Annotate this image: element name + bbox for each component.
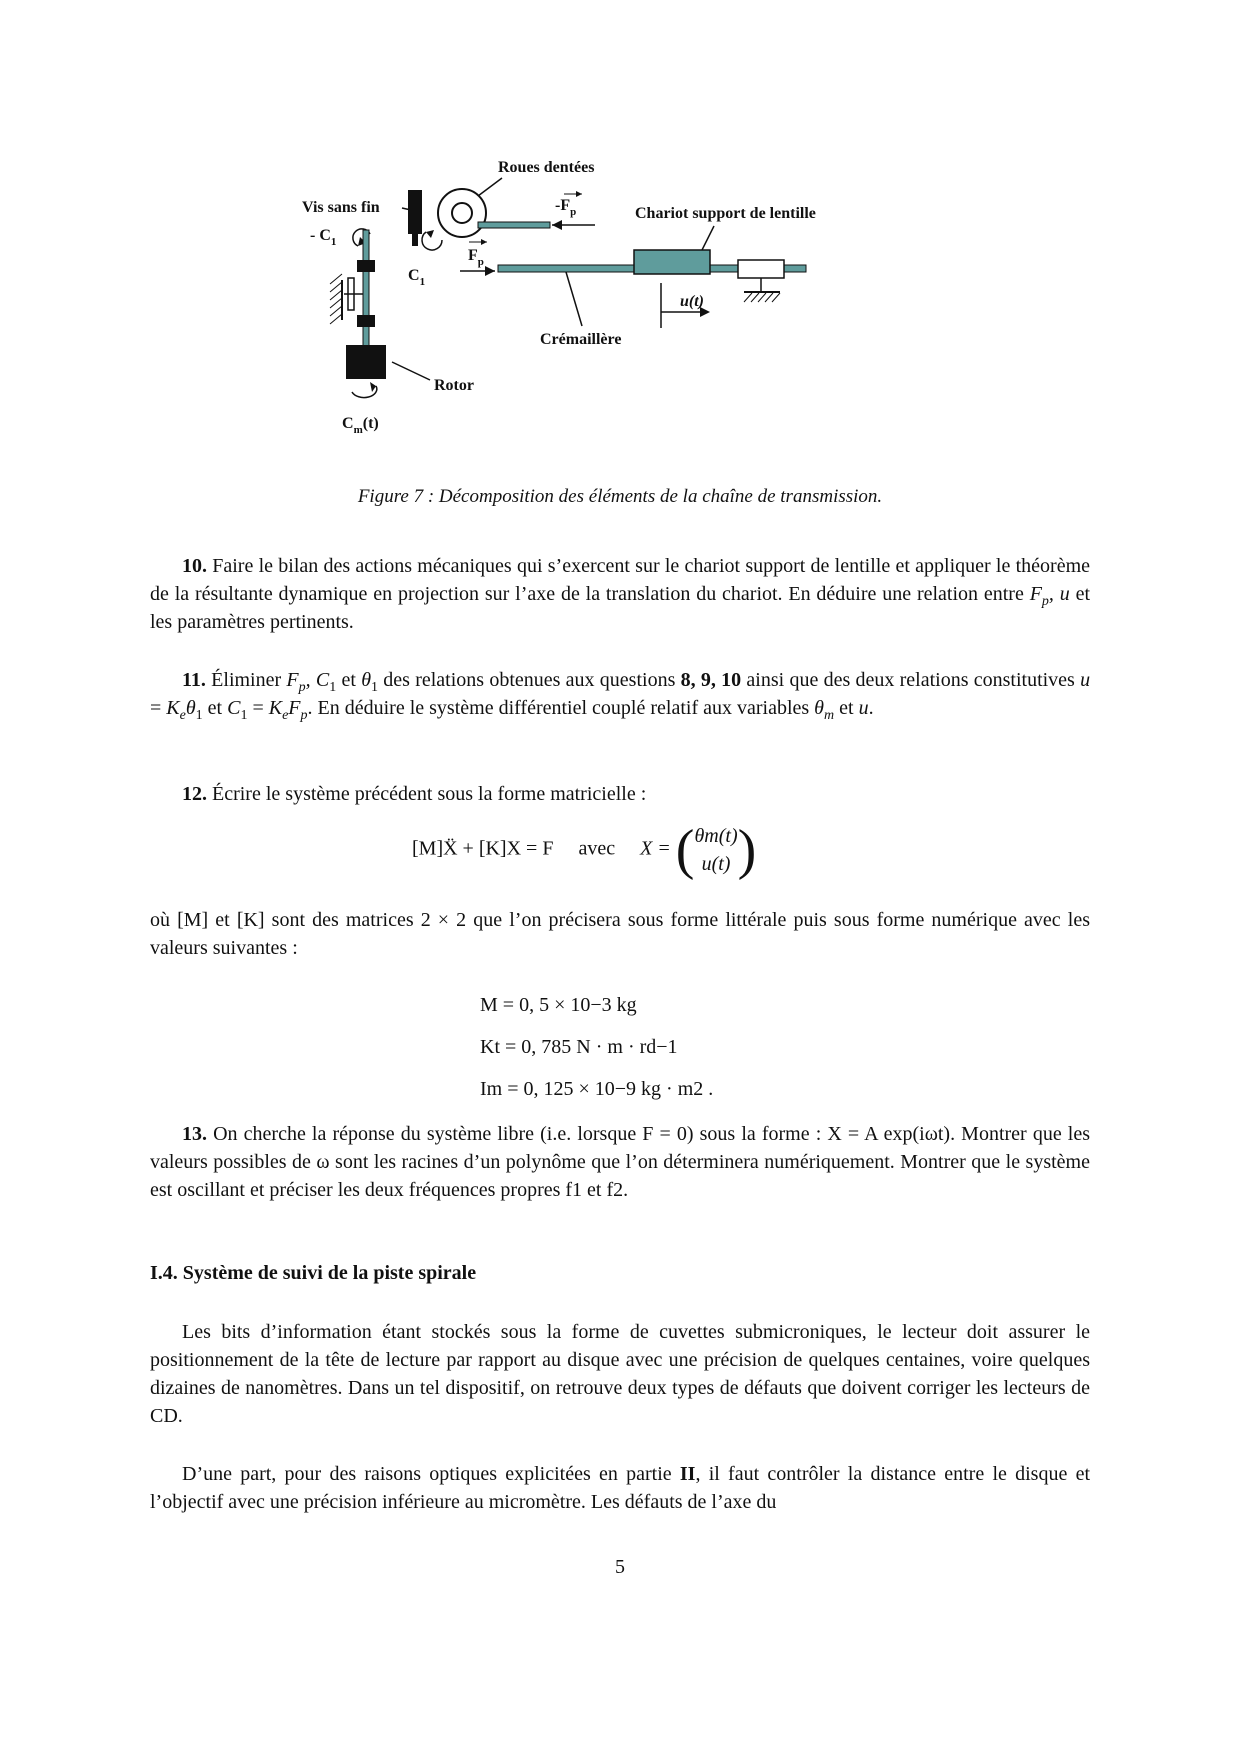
label-minus-fp: $-F_p$ [555, 197, 577, 218]
rotor-block [346, 345, 386, 379]
section-paragraph-2: D’une part, pour des raisons optiques explicitées en partie II, il faut contrôler la distance entre le disque et l’objectif avec une précision inférieure au micromètre. Les défauts de l’axe du [150, 1463, 1091, 1513]
label-c1: $C_1$ [408, 267, 426, 288]
numeric-values [480, 984, 713, 1110]
question-number: 10. [182, 555, 207, 577]
worm-screw [408, 190, 422, 234]
state-vector: θm(t) u(t) [694, 825, 738, 875]
value-kt: Kt = 0, 785 N · m · rd−1 [480, 1036, 678, 1058]
question-12: 12. Écrire le système précédent sous la forme matricielle : [182, 783, 647, 805]
label-chariot: Chariot support de lentille [635, 205, 816, 222]
question-number: 12. [182, 783, 207, 805]
question-number: 11. [182, 669, 206, 691]
section-paragraph-1: Les bits d’information étant stockés sous la forme de cuvettes submicroniques, le lecteur doit assurer le positionnement de la tête de lecture par rapport au disque avec une précision de quelques centaines, voire quelques dizaines de nanomètres. Dans un tel dispositif, on retrouve deux types de défauts que doivent corriger les lecteurs de CD. [150, 1321, 1090, 1427]
vertical-shaft [363, 230, 369, 350]
page-number: 5 [615, 1556, 625, 1578]
label-minus-c1: - $C_1$ [310, 227, 337, 248]
question-12-after: où [M] et [K] sont des matrices 2 × 2 que l’on précisera sous forme littérale puis sous forme numérique avec les valeurs suivantes : [150, 909, 1090, 959]
label-fp: $F_p$ [468, 247, 484, 268]
matrix-equation: [M]Ẍ + [K]X = F avec X = (θm(t) u(t) ) [412, 819, 757, 881]
transmission-figure [302, 150, 930, 480]
guide-block [738, 260, 784, 278]
label-cremaillere: Crémaillère [540, 331, 622, 348]
question-13: 13. On cherche la réponse du système libre (i.e. lorsque F = 0) sous la forme : X = A exp(iωt). Montrer que les valeurs possibles de ω sont les racines d’un polynôme que l’on déterminera numériquement. Montrer que le système est oscillant et préciser les deux fréquences propres f1 et f2. [150, 1123, 1091, 1201]
small-rack [478, 222, 550, 228]
label-cm: $C_m(t)$ [342, 415, 379, 436]
question-number: 13. [182, 1123, 207, 1145]
value-im: Im = 0, 125 × 10−9 kg · m2 . [480, 1078, 714, 1100]
section-title: I.4. Système de suivi de la piste spirale [150, 1262, 477, 1284]
question-10: 10. Faire le bilan des actions mécaniques qui s’exercent sur le chariot support de lentille et appliquer le théorème de la résultante dynamique en projection sur l’axe de la translation du chariot. En déduire une relation entre $F_p$, u et les paramètres pertinents. [150, 555, 1091, 633]
figure-caption: Figure 7 : Décomposition des éléments de la chaîne de transmission. [357, 486, 883, 507]
value-mass: M = 0, 5 × 10−3 kg [480, 994, 637, 1016]
label-ut: u(t) [680, 293, 704, 310]
transmission-diagram [302, 150, 930, 480]
label-rotor: Rotor [434, 377, 474, 394]
question-11: 11. Éliminer $F_p$, $C_1$ et $\theta_1$ des relations obtenues aux questions 8, 9, 10 ainsi que des deux relations constitutives $u = K_e\theta_1$ et $C_1 = K_eF_p$. En déduire le système différentiel couplé relatif aux variables $\theta_m$ et u. [150, 669, 1091, 723]
label-vis-sans-fin: Vis sans fin [302, 199, 380, 216]
chariot-block [634, 250, 710, 274]
label-roues-dentees: Roues dentées [498, 159, 595, 176]
